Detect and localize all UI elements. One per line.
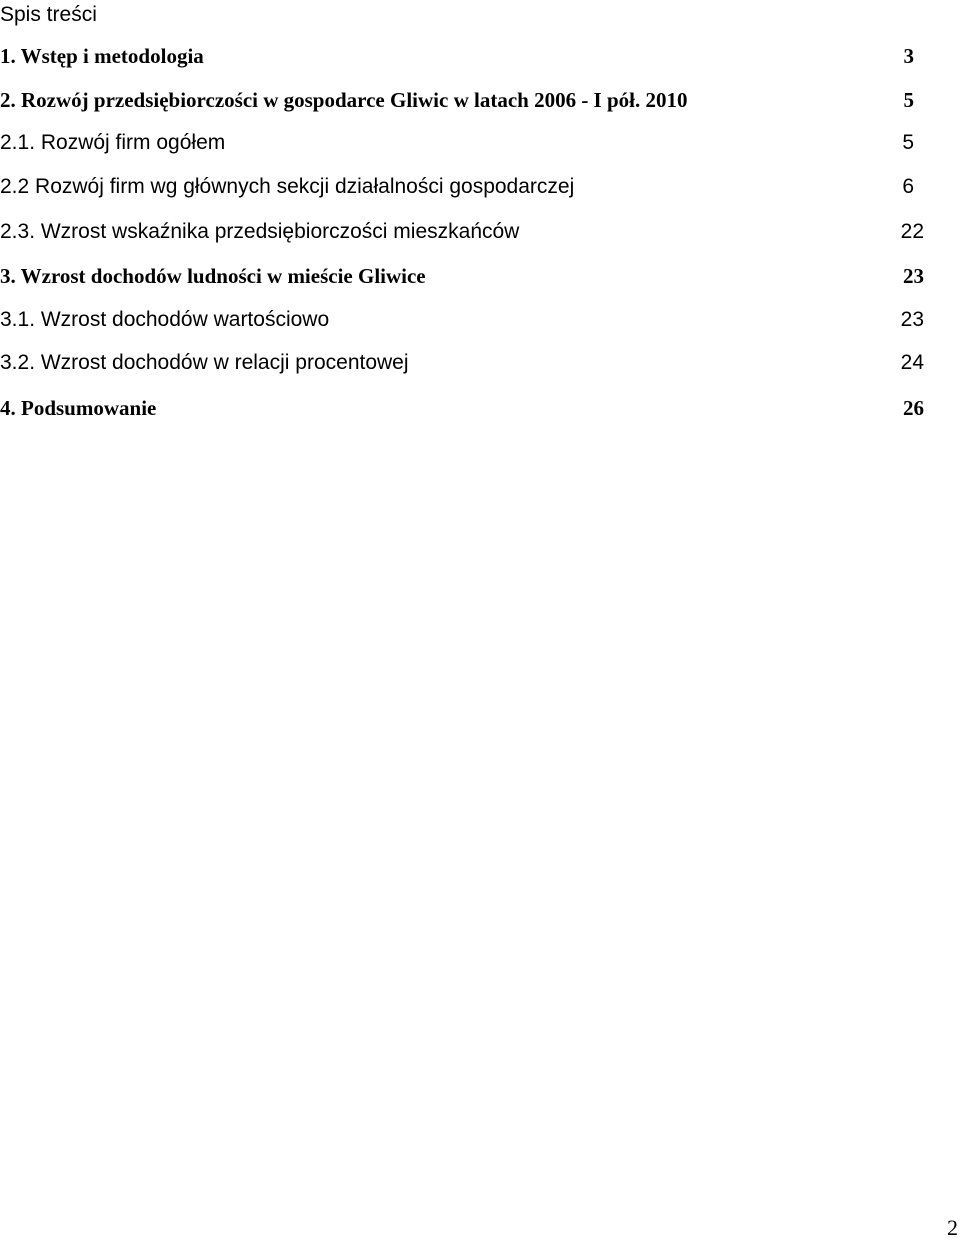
toc-entry-label: 4. Podsumowanie [0, 396, 157, 420]
toc-entry-2-1[interactable] [0, 129, 924, 157]
toc-entry-3-2[interactable] [0, 349, 924, 377]
toc-entry-page: 5 [903, 88, 914, 112]
toc-entry-label: 2.3. Wzrost wskaźnika przedsiębiorczości mieszkańców [0, 220, 520, 243]
toc-entry-page: 23 [900, 308, 924, 331]
toc-entry-2[interactable] [0, 86, 924, 114]
toc-entry-2-2[interactable] [0, 173, 924, 201]
toc-entry-label: 3. Wzrost dochodów ludności w mieście Gliwice [0, 264, 426, 288]
toc-entry-page: 5 [902, 131, 914, 154]
toc-entry-label: 3.2. Wzrost dochodów w relacji procentowej [0, 351, 409, 374]
toc-entry-1[interactable] [0, 42, 924, 70]
toc-entry-page: 3 [903, 44, 914, 68]
toc-entry-page: 22 [900, 220, 924, 243]
toc-entry-4[interactable] [0, 394, 924, 422]
toc-entry-label: 2. Rozwój przedsiębiorczości w gospodarce Gliwic w latach 2006 - I pół. 2010 [0, 88, 688, 112]
toc-entry-2-3[interactable] [0, 218, 924, 246]
toc-entry-page: 23 [903, 264, 924, 288]
toc-entry-page: 6 [902, 175, 914, 198]
toc-title: Spis treści [0, 3, 97, 26]
toc-entry-label: 3.1. Wzrost dochodów wartościowo [0, 308, 330, 331]
page-number: 2 [947, 1215, 958, 1240]
toc-entry-label: 2.1. Rozwój firm ogółem [0, 131, 226, 154]
toc-entry-3[interactable] [0, 262, 924, 290]
toc-entry-label: 2.2 Rozwój firm wg głównych sekcji działalności gospodarczej [0, 175, 575, 198]
toc-entry-page: 26 [903, 396, 924, 420]
toc-entry-3-1[interactable] [0, 306, 924, 334]
toc-entry-label: 1. Wstęp i metodologia [0, 44, 204, 68]
toc-entry-page: 24 [900, 351, 924, 374]
